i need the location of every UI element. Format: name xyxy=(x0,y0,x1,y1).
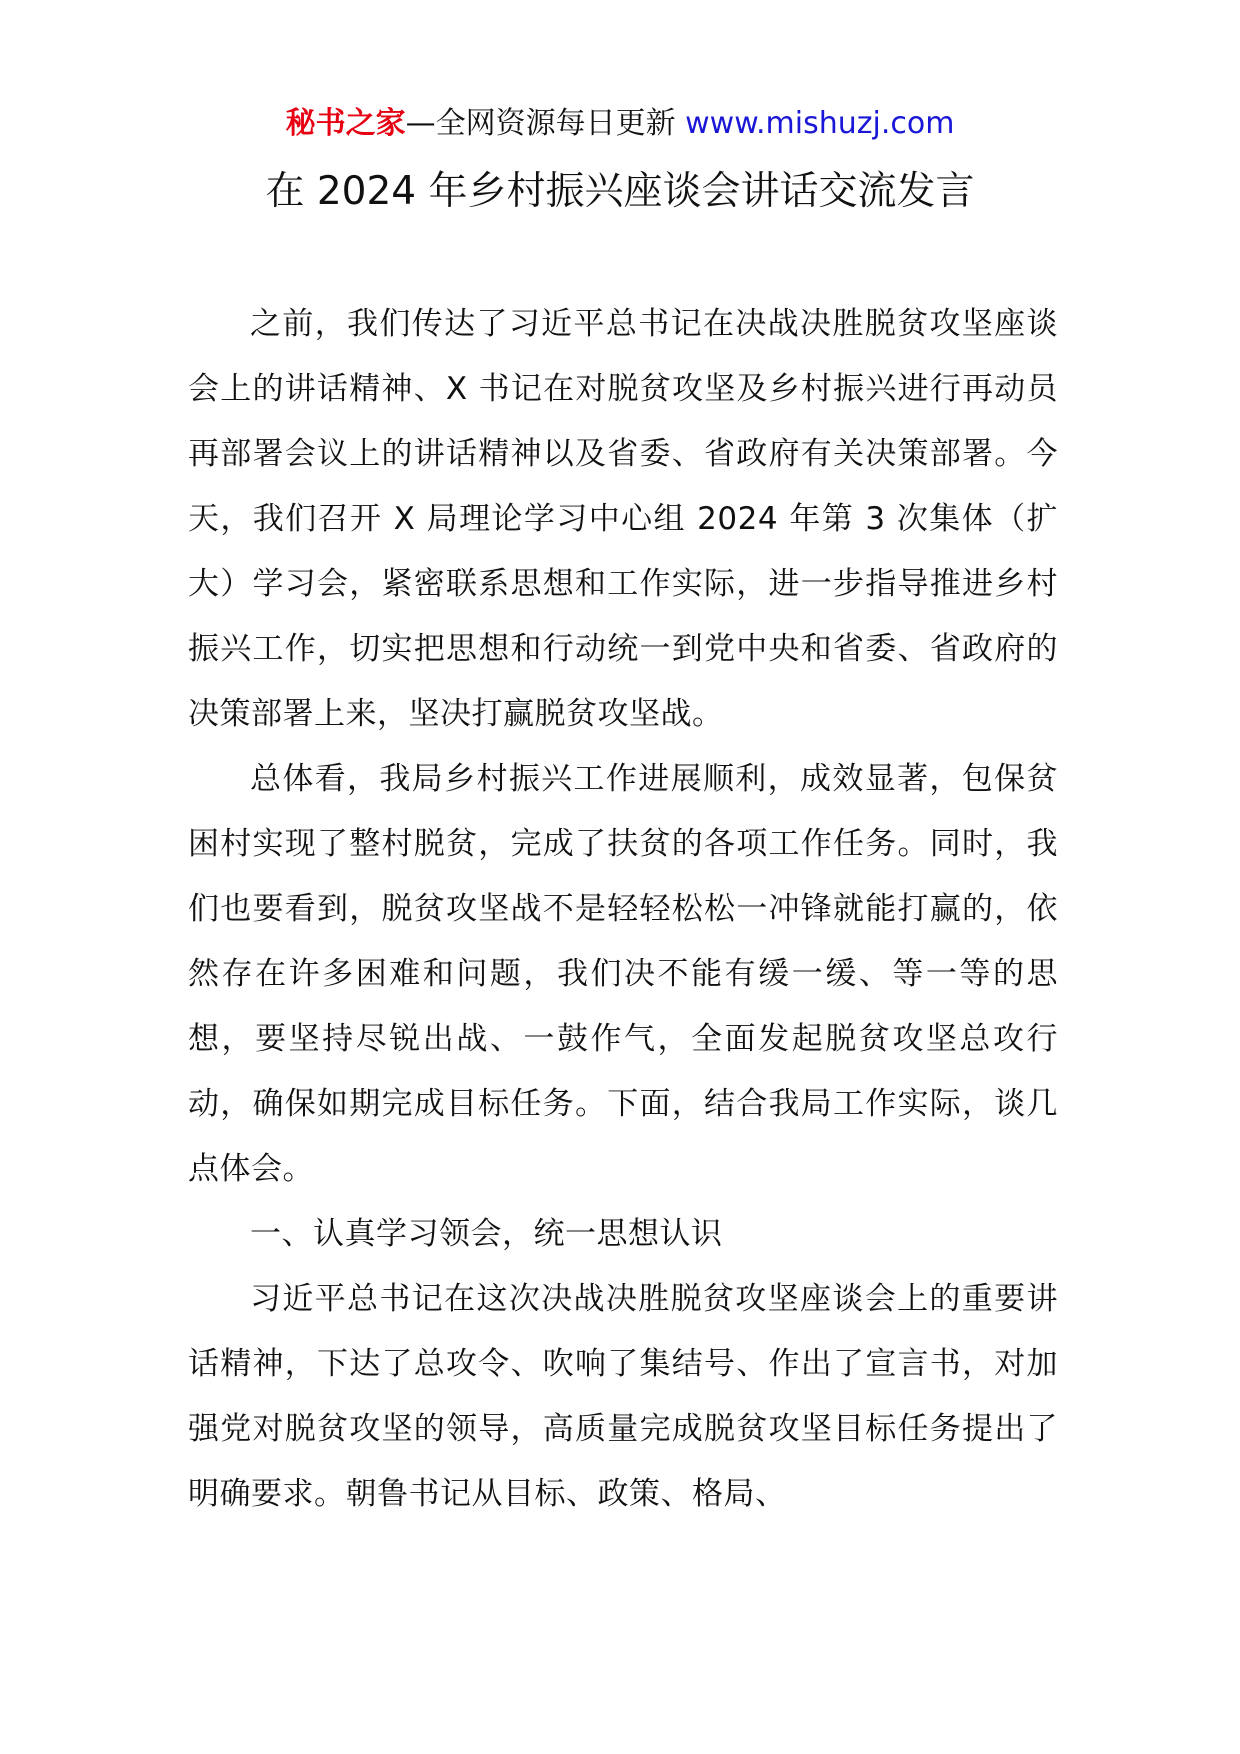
banner-tagline: —全网资源每日更新 xyxy=(405,106,686,141)
website-link[interactable]: www.mishuzj.com xyxy=(685,106,955,141)
paragraph-intro: 之前，我们传达了习近平总书记在决战决胜脱贫攻坚座谈会上的讲话精神、X 书记在对脱贫攻坚及乡村振兴进行再动员再部署会议上的讲话精神以及省委、省政府有关决策部署。今天，我们召开 X 局理论学习中心组 2024 年第 3 次集体（扩大）学习会，紧密联系思想和工作实际，进一步指导推进乡村振兴工作，切实把思想和行动统一到党中央和省委、省政府的决策部署上来，坚决打赢脱贫攻坚战。 xyxy=(188,306,1058,732)
paragraph-section-one: 习近平总书记在这次决战决胜脱贫攻坚座谈会上的重要讲话精神，下达了总攻令、吹响了集结号、作出了宣言书，对加强党对脱贫攻坚的领导，高质量完成脱贫攻坚目标任务提出了明确要求。朝鲁书记从目标、政策、格局、 xyxy=(188,1281,1058,1512)
site-banner xyxy=(0,100,1240,148)
paragraph-overview: 总体看，我局乡村振兴工作进展顺利，成效显著，包保贫困村实现了整村脱贫，完成了扶贫的各项工作任务。同时，我们也要看到，脱贫攻坚战不是轻轻松松一冲锋就能打赢的，依然存在许多困难和问题，我们决不能有缓一缓、等一等的思想，要坚持尽锐出战、一鼓作气，全面发起脱贫攻坚总攻行动，确保如期完成目标任务。下面，结合我局工作实际，谈几点体会。 xyxy=(188,761,1058,1187)
brand-name: 秘书之家 xyxy=(285,106,406,141)
document-title: 在 2024 年乡村振兴座谈会讲话交流发言 xyxy=(265,169,975,214)
section-heading: 一、认真学习领会，统一思想认识 xyxy=(250,1216,723,1252)
document-body xyxy=(188,292,1058,1527)
